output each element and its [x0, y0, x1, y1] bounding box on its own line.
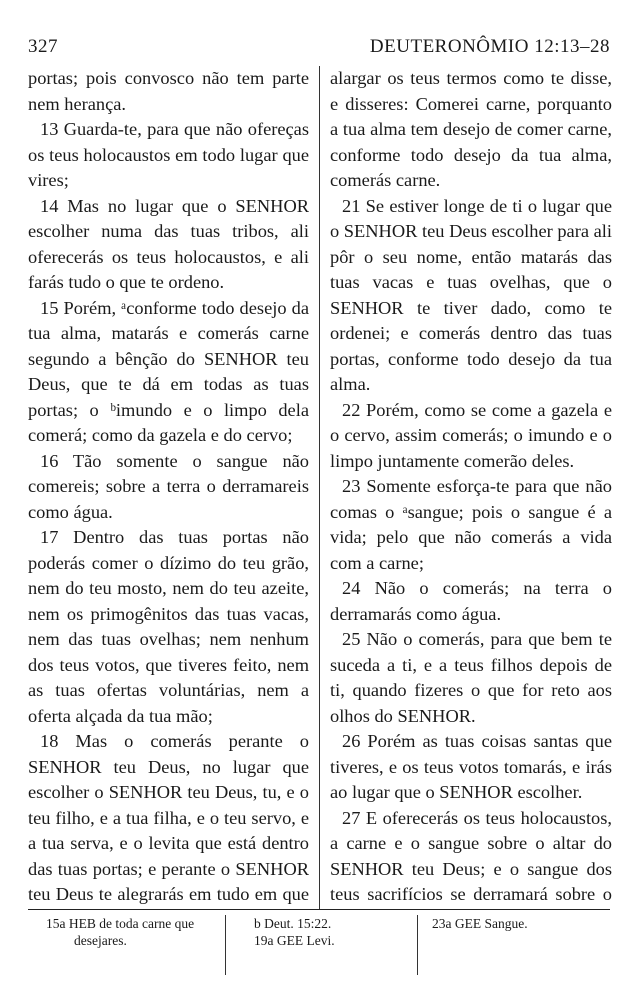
verse-paragraph: 23 Somente esforça-te para que não comas o ᵃsangue; pois o sangue é a vida; pelo que não comerás a vida com a carne; [330, 476, 612, 573]
footnote-line: 19a GEE Levi. [254, 933, 335, 948]
verse-paragraph: alargar os teus termos como te disse, e disseres: Comerei carne, porquanto a tua alma tem desejo de comer carne, conforme todo desejo da tua alma, comerás carne. [330, 68, 612, 190]
verse-paragraph: 15 Porém, ᵃconforme todo desejo da tua alma, matarás e comerás carne segundo a bênção do SENHOR teu Deus, que te dá em todas as tuas portas; o ᵇimundo e o limpo dela comerá; como da gazela e do cervo; [28, 297, 309, 445]
footnote-line: 15a HEB de toda carne que [46, 916, 195, 931]
left-column [28, 66, 320, 909]
verse-paragraph: 24 Não o comerás; na terra o derramarás como água. [330, 578, 612, 624]
footnote-column-2 [226, 915, 418, 975]
verse-paragraph: 25 Não o comerás, para que bem te suceda a ti, e a teus filhos depois de ti, quando fizeres o que for reto aos olhos do SENHOR. [330, 629, 612, 726]
footnote-column-1 [28, 915, 226, 975]
verse-paragraph: 21 Se estiver longe de ti o lugar que o SENHOR teu Deus escolher para ali pôr o seu nome, então matarás das tuas vacas e tuas ovelhas, que o SENHOR te tiver dado, como te ordenei; e comerás dentro das tuas portas, conforme todo desejo da tua alma. [330, 195, 612, 394]
verse-paragraph: 16 Tão somente o sangue não comereis; sobre a terra o derramareis como água. [28, 450, 309, 522]
footnote-line: desejares. [74, 933, 127, 948]
text-columns [28, 66, 612, 909]
verse-paragraph: 22 Porém, como se come a gazela e o cervo, assim comerás; o imundo e o limpo juntamente comerão deles. [330, 399, 612, 471]
page-number: 327 [28, 36, 58, 57]
running-header [28, 36, 610, 60]
verse-paragraph: portas; pois convosco não tem parte nem herança. [28, 68, 309, 114]
verse-paragraph: 14 Mas no lugar que o SENHOR escolher numa das tuas tribos, ali oferecerás os teus holocaustos, e ali farás tudo o que te ordeno. [28, 195, 309, 292]
footnote-line: b Deut. 15:22. [254, 916, 332, 931]
verse-paragraph: 26 Porém as tuas coisas santas que tiveres, e os teus votos tomarás, e irás ao lugar que o SENHOR escolher. [330, 731, 612, 802]
right-column [320, 66, 612, 909]
verse-paragraph: 27 E oferecerás os teus holocaustos, a carne e o sangue sobre o altar do SENHOR teu Deus; e o sangue dos teus sacrifícios se derramará sobre o [330, 807, 612, 904]
footnote-line: 23a GEE Sangue. [432, 916, 528, 931]
verse-paragraph: 18 Mas o comerás perante o SENHOR teu Deus, no lugar que escolher o SENHOR teu Deus, tu, e o teu filho, e a tua filha, e o teu servo, e a tua serva, e o levita que está dentro das tuas portas; e perante o SENHOR teu Deus te alegrarás em tudo em que [28, 731, 309, 904]
footnotes [28, 915, 612, 975]
footnote-column-3 [418, 915, 612, 975]
chapter-reference: DEUTERONÔMIO 12:13–28 [369, 36, 610, 57]
verse-paragraph: 13 Guarda-te, para que não ofereças os teus holocaustos em todo lugar que vires; [28, 119, 309, 190]
verse-paragraph: 17 Dentro das tuas portas não poderás comer o dízimo do teu grão, nem do teu mosto, nem do teu azeite, nem os primogênitos das tuas vacas, nem das tuas ovelhas; nem nenhum dos teus votos, que tiveres feito, nem as tuas ofertas voluntárias, nem a oferta alçada da tua mão; [28, 527, 309, 726]
footnote-divider [28, 909, 610, 910]
